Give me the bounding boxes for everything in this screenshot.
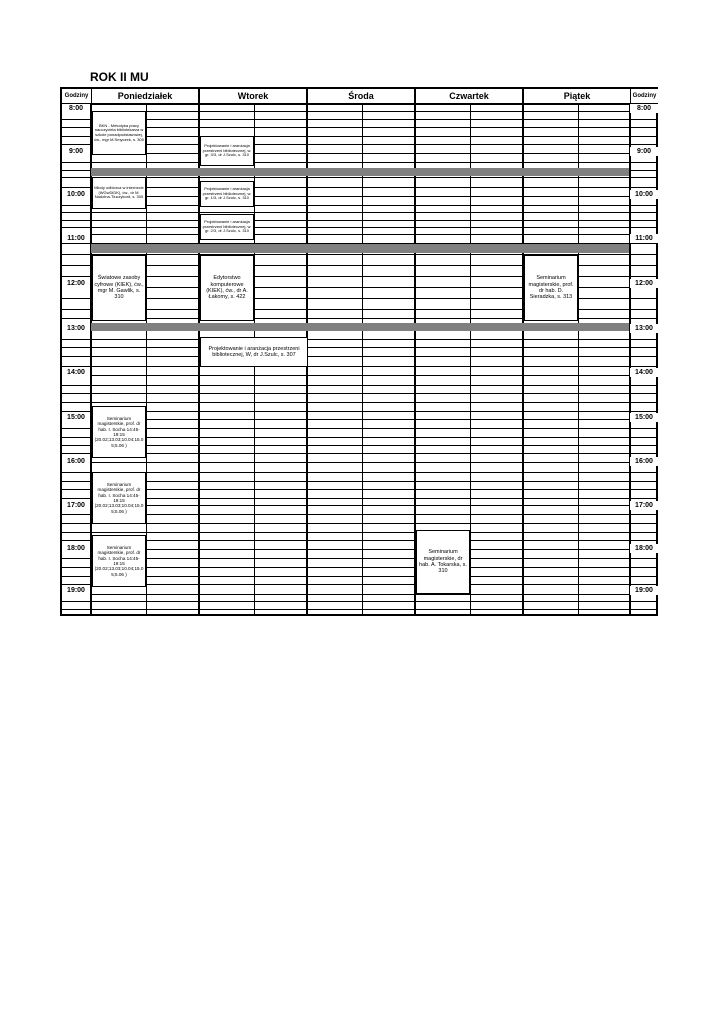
hour-label-left: 13:00 xyxy=(62,324,90,333)
row-divider xyxy=(62,419,658,420)
row-divider xyxy=(62,111,658,112)
row-divider xyxy=(62,594,658,595)
hour-label-right: 18:00 xyxy=(630,544,658,553)
break-band xyxy=(91,323,629,331)
class-block-tue-edytorstwo: Edytorstwo komputerowe (KIEK), ćw., dr A. Łakomy, s. 422 xyxy=(200,255,254,321)
row-divider xyxy=(62,609,658,610)
row-divider xyxy=(62,153,658,154)
break-band xyxy=(91,168,629,176)
row-divider xyxy=(62,472,658,473)
page-title: ROK II MU xyxy=(90,70,149,84)
break-band xyxy=(91,244,629,253)
row-divider xyxy=(62,402,658,403)
hour-label-left: 14:00 xyxy=(62,368,90,377)
class-block-tue-projekt-gr2: Projektowanie i aranżacja przestrzeni bibliotecznej, w. gr. 2/3, dr J.Szulc, s. 310 xyxy=(200,214,254,240)
hour-label-left: 15:00 xyxy=(62,413,90,422)
hour-label-right: 19:00 xyxy=(630,586,658,595)
header-day-monday: Poniedziałek xyxy=(92,89,198,103)
class-block-mon-seminar-1: Seminarium magisterskie, prof. dr hab. I. Socha 14:45-19:15 (20.02;13.03;10.04;15.0 5;5.06 ) xyxy=(92,406,146,458)
hour-label-right: 17:00 xyxy=(630,501,658,510)
row-divider xyxy=(62,428,658,429)
hour-label-left: 19:00 xyxy=(62,586,90,595)
class-block-tue-projekt-wyklad: Projektowanie i aranżacja przestrzeni bibliotecznej, W, dr J.Szulc, s. 307 xyxy=(200,337,308,367)
row-divider xyxy=(62,576,658,577)
row-divider xyxy=(62,481,658,482)
row-divider xyxy=(62,453,658,454)
row-divider xyxy=(62,532,658,533)
row-divider xyxy=(62,411,658,412)
row-divider xyxy=(62,212,658,213)
hour-label-right: 9:00 xyxy=(630,147,658,156)
row-divider xyxy=(62,234,658,235)
row-divider xyxy=(62,445,658,446)
row-divider xyxy=(62,385,658,386)
row-divider xyxy=(62,205,658,206)
class-block-tue-projekt-gr3: Projektowanie i aranżacja przestrzeni bibliotecznej, w. gr. 3/3, dr J.Szulc, s. 310 xyxy=(200,136,254,166)
hour-label-right: 15:00 xyxy=(630,413,658,422)
row-divider xyxy=(62,462,658,463)
row-divider xyxy=(62,227,658,228)
row-divider xyxy=(62,144,658,145)
row-divider xyxy=(62,339,658,340)
row-divider xyxy=(62,187,658,188)
row-divider xyxy=(62,489,658,490)
hour-label-right: 13:00 xyxy=(630,324,658,333)
hour-label-left: 18:00 xyxy=(62,544,90,553)
row-divider xyxy=(62,584,658,585)
row-divider xyxy=(62,196,658,197)
hour-label-left: 10:00 xyxy=(62,190,90,199)
row-divider xyxy=(62,220,658,221)
schedule-table xyxy=(60,87,658,616)
row-divider xyxy=(62,505,658,506)
row-divider xyxy=(62,356,658,357)
class-block-mon-bkn: BKN - Metodyka pracy nauczyciela bibliotekarza w szkole ponadpodstawowej, ćw., mgr M.Smyczek, s. 305 xyxy=(92,111,146,155)
header-day-wednesday: Środa xyxy=(308,89,414,103)
hour-label-right: 10:00 xyxy=(630,190,658,199)
row-divider xyxy=(62,127,658,128)
row-divider xyxy=(62,119,658,120)
hour-label-left: 8:00 xyxy=(62,104,90,113)
hour-label-left: 17:00 xyxy=(62,501,90,510)
class-block-tue-projekt-gr1: Projektowanie i aranżacja przestrzeni bibliotecznej, w. gr. 1/3, dr J.Szulc, s. 310 xyxy=(200,181,254,207)
header-hours-left: Godziny xyxy=(62,89,91,103)
column-divider xyxy=(629,89,631,614)
header-day-tuesday: Wtorek xyxy=(200,89,306,103)
row-divider xyxy=(62,523,658,524)
hour-label-left: 12:00 xyxy=(62,279,90,288)
row-divider xyxy=(62,437,658,438)
hour-label-right: 14:00 xyxy=(630,368,658,377)
row-divider xyxy=(62,103,658,105)
header-day-thursday: Czwartek xyxy=(416,89,522,103)
row-divider xyxy=(62,162,658,163)
hour-label-right: 16:00 xyxy=(630,457,658,466)
hour-label-right: 12:00 xyxy=(630,279,658,288)
row-divider xyxy=(62,393,658,394)
hour-label-right: 11:00 xyxy=(630,234,658,243)
hour-label-left: 11:00 xyxy=(62,234,90,243)
row-divider xyxy=(62,375,658,376)
row-divider xyxy=(62,136,658,137)
class-block-mon-seminar-2: Seminarium magisterskie, prof. dr hab. I. Socha 14:45-19:15 (20.02;13.03;10.04;15.0 5;5.06 ) xyxy=(92,472,146,524)
row-divider xyxy=(62,601,658,602)
row-divider xyxy=(62,514,658,515)
class-block-mon-seminar-3: Seminarium magisterskie, prof. dr hab. I. Socha 14:45-19:15 (20.02;13.03;10.04;15.0 5;5.06 ) xyxy=(92,535,146,587)
header-hours-right: Godziny xyxy=(631,89,658,103)
hour-label-left: 9:00 xyxy=(62,147,90,156)
row-divider xyxy=(62,540,658,541)
class-block-fri-seminar: Seminarium magisterskie, prof. dr hab. D. Sieradzka, s. 313 xyxy=(524,255,578,321)
row-divider xyxy=(62,549,658,550)
row-divider xyxy=(62,177,658,178)
hour-label-left: 16:00 xyxy=(62,457,90,466)
row-divider xyxy=(62,347,658,348)
row-divider xyxy=(62,366,658,367)
class-block-mon-mlody-odbiorca: Młody odbiorca w internecie (WGwDiDK), ćw., dr M. Nadolna-Tłuczykont, s. 305 xyxy=(92,177,146,209)
class-block-mon-swiatowe-zasoby: Światowe zasoby cyfrowe (KIEK), ćw., mgr M. Gawlik, s. 310 xyxy=(92,255,146,321)
class-block-thu-seminar: Seminarium magisterskie, dr hab. A. Tokarska, s. 310 xyxy=(416,530,470,594)
hour-label-right: 8:00 xyxy=(630,104,658,113)
row-divider xyxy=(62,498,658,499)
row-divider xyxy=(62,567,658,568)
header-day-friday: Piątek xyxy=(524,89,630,103)
row-divider xyxy=(62,558,658,559)
